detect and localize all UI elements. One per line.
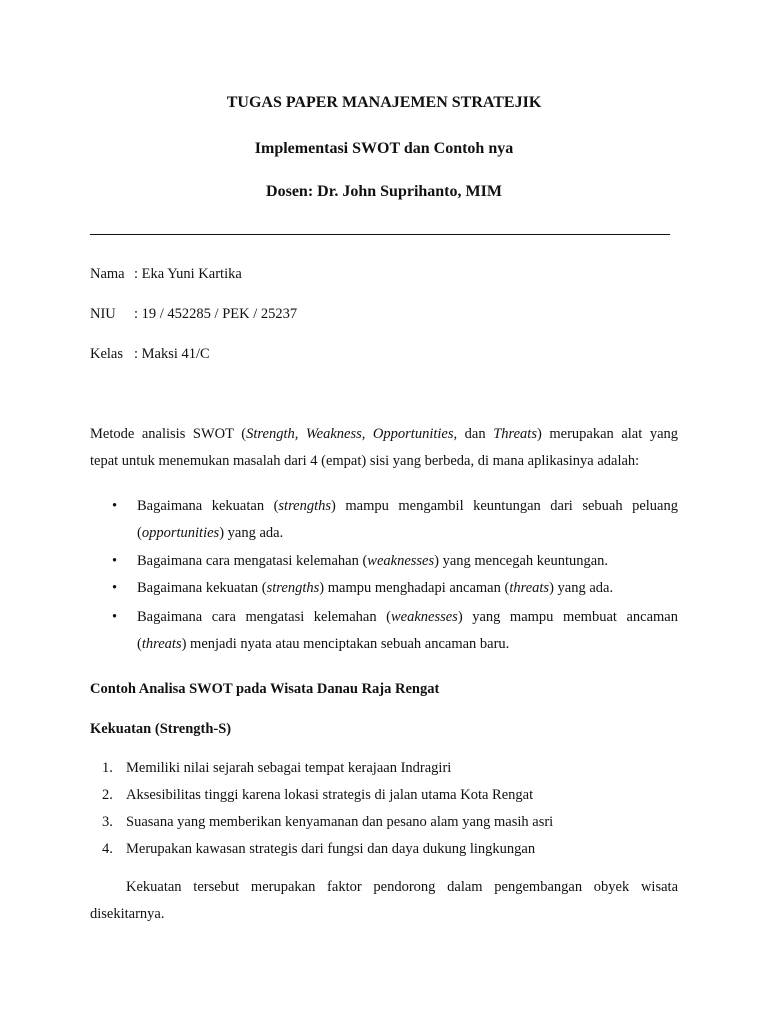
intro-line-2: tepat untuk menemukan masalah dari 4 (empat) sisi yang berbeda, di mana aplikasinya adalah: (90, 453, 640, 469)
intro-paragraph (90, 421, 678, 475)
divider-line (90, 234, 670, 235)
closing-line-1: Kekuatan tersebut merupakan faktor pendorong dalam pengembangan obyek wisata (126, 879, 678, 895)
closing-paragraph (90, 874, 678, 928)
closing-line-2: disekitarnya. (90, 906, 165, 922)
document-subtitle: Implementasi SWOT dan Contoh nya (254, 140, 514, 157)
document-title: TUGAS PAPER MANAJEMEN STRATEJIK (226, 94, 542, 111)
document-page: TUGAS PAPER MANAJEMEN STRATEJIK Implementasi SWOT dan Contoh nya Dosen: Dr. John Suprihanto, MIM Nama : Eka Yuni Kartika NIU : 19 / 452285 / PEK / 25237 Kelas : Maksi 41/C Metode analisis SWOT (Strength, Weakness, Opportunities, dan Threats) merupakan alat yang tepat untuk menemukan masalah dari 4 (empat) sisi yang berbeda, di mana aplikasinya adalah: • Bagaimana kekuatan (strengths) mampu mengambil keuntungan dari sebuah peluang (opportunities) yang ada. • Bagaimana cara mengatasi kelemahan (weaknesses) yang mencegah keuntungan. • Bagaimana kekuatan (strengths) mampu menghadapi ancaman (threats) yang ada. • Bagaimana cara mengatasi kelemahan (weaknesses) yang mampu membuat ancaman (threats) menjadi nyata atau menciptakan sebuah ancaman baru. Contoh Analisa SWOT pada Wisata Danau Raja Rengat Kekuatan (Strength-S) 1. Memiliki nilai sejarah sebagai tempat kerajaan Indragiri 2. Aksesibilitas tinggi karena lokasi strategis di jalan utama Kota Rengat 3. Suasana yang memberikan kenyamanan dan pesano alam yang masih asri 4. Merupakan kawasan strategis dari fungsi dan daya dukung lingkungan Kekuatan tersebut merupakan faktor pendorong dalam pengembangan obyek wisata disekitarnya. (0, 0, 768, 1024)
example-heading: Contoh Analisa SWOT pada Wisata Danau Raja Rengat (90, 681, 440, 697)
strength-heading: Kekuatan (Strength-S) (90, 721, 232, 737)
lecturer-line: Dosen: Dr. John Suprihanto, MIM (266, 183, 502, 200)
identity-value: : Eka Yuni Kartika (134, 266, 242, 282)
identity-value: : Maksi 41/C (134, 346, 210, 362)
intro-line-1: Metode analisis SWOT (Strength, Weakness, Opportunities, dan Threats) merupakan alat yang (90, 426, 679, 442)
identity-name-row (90, 266, 242, 283)
identity-label: NIU (90, 306, 116, 322)
bullet-icon: • (112, 498, 118, 514)
bullet-icon: • (112, 580, 118, 596)
bullet-icon: • (112, 609, 118, 625)
identity-label: Nama (90, 266, 125, 282)
identity-niu-row (90, 306, 297, 323)
bullet-icon: • (112, 553, 118, 569)
identity-value: : 19 / 452285 / PEK / 25237 (134, 306, 298, 322)
identity-label: Kelas (90, 346, 124, 362)
identity-class-row (90, 346, 210, 363)
